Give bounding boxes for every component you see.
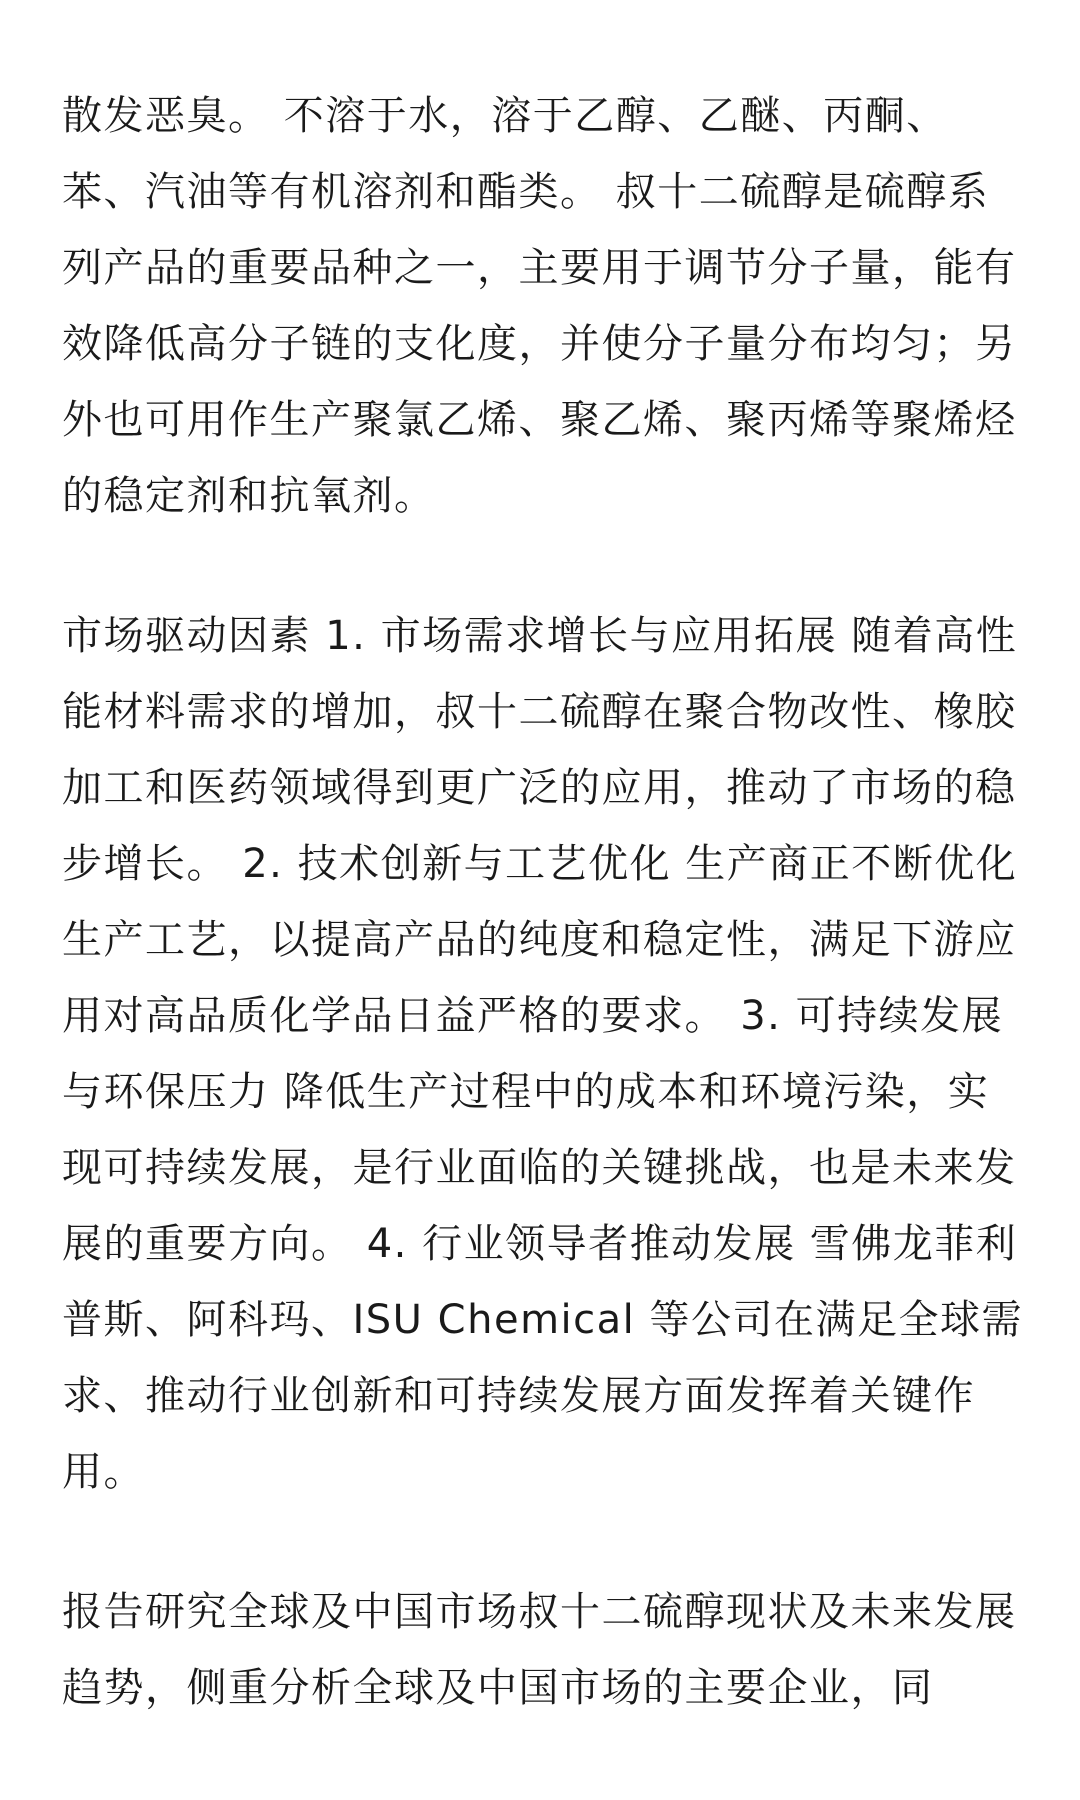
article-body xyxy=(62,78,1030,1726)
paragraph-properties: 散发恶臭。 不溶于水，溶于乙醇、乙醚、丙酮、苯、汽油等有机溶剂和酯类。 叔十二硫醇是硫醇系列产品的重要品种之一，主要用于调节分子量，能有效降低高分子链的支化度，并使分子量分布均匀；另外也可用作生产聚氯乙烯、聚乙烯、聚丙烯等聚烯烃的稳定剂和抗氧剂。 xyxy=(62,93,1017,519)
paragraph-market-drivers: 市场驱动因素 1. 市场需求增长与应用拓展 随着高性能材料需求的增加，叔十二硫醇在聚合物改性、橡胶加工和医药领域得到更广泛的应用，推动了市场的稳步增长。 2. 技术创新与工艺优化 生产商正不断优化生产工艺，以提高产品的纯度和稳定性，满足下游应用对高品质化学品日益严格的要求。 3. 可持续发展与环保压力 降低生产过程中的成本和环境污染，实现可持续发展，是行业面临的关键挑战，也是未来发展的重要方向。 4. 行业领导者推动发展 雪佛龙菲利普斯、阿科玛、ISU Chemical 等公司在满足全球需求、推动行业创新和可持续发展方面发挥着关键作用。 xyxy=(62,613,1023,1495)
paragraph-report-summary: 报告研究全球及中国市场叔十二硫醇现状及未来发展趋势，侧重分析全球及中国市场的主要企业，同 xyxy=(62,1589,1017,1711)
